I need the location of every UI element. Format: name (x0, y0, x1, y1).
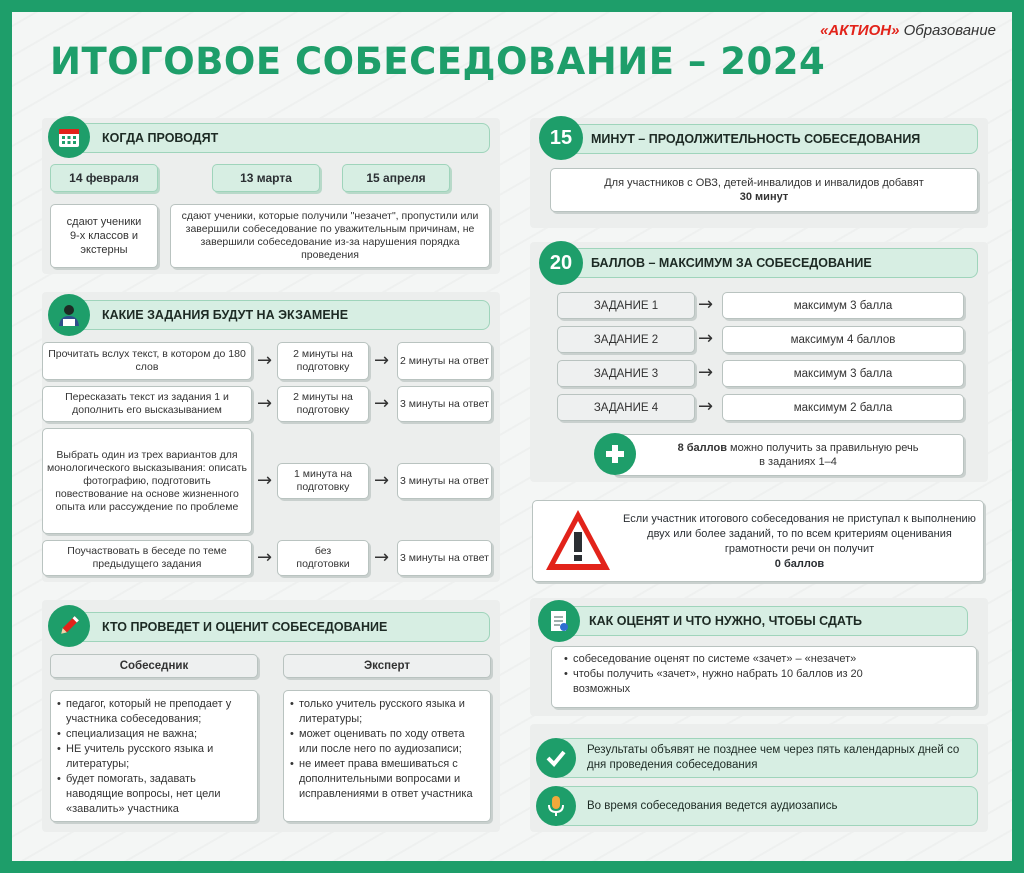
task-1-text: Прочитать вслух текст, в котором до 180 слов (42, 342, 252, 380)
page-title: ИТОГОВОЕ СОБЕСЕДОВАНИЕ – 2024 (50, 40, 826, 83)
warning-text: Если участник итогового собеседования не приступал к выполнению двух или более заданий, то по всем критериям оценивания грамотности речи он получит (623, 513, 976, 555)
list-item: • только учитель русского языка и литературы; (290, 697, 484, 727)
arrow-icon: → (257, 547, 273, 568)
duration-note: Для участников с ОВЗ, детей-инвалидов и инвалидов добавят (604, 177, 924, 189)
check-icon (536, 738, 576, 778)
evaluate-header: КАК ОЦЕНЯТ И ЧТО НУЖНО, ЧТОБЫ СДАТЬ (560, 606, 968, 636)
list-item: • специализация не важна; (57, 727, 251, 742)
brand-logo (820, 22, 996, 39)
warning-bold: 0 баллов (774, 558, 825, 570)
arrow-icon: → (257, 350, 273, 371)
tasks-header: КАКИЕ ЗАДАНИЯ БУДУТ НА ЭКЗАМЕНЕ (75, 300, 490, 330)
when-header: КОГДА ПРОВОДЯТ (75, 123, 490, 153)
arrow-icon: → (698, 396, 714, 417)
list-item: • НЕ учитель русского языка и литературы; (57, 742, 251, 772)
arrow-icon: → (257, 470, 273, 491)
arrow-icon: → (374, 470, 390, 491)
task-2-answer: 3 минуты на ответ (397, 386, 492, 422)
list-item: • может оценивать по ходу ответа или после него по аудиозаписи; (290, 727, 484, 757)
interlocutor-title: Собеседник (50, 654, 258, 678)
task-4-answer: 3 минуты на ответ (397, 540, 492, 576)
arrow-icon: → (374, 547, 390, 568)
task-4-text: Поучаствовать в беседе по теме предыдущего задания (42, 540, 252, 576)
calendar-icon (48, 116, 90, 158)
arrow-icon: → (257, 393, 273, 414)
arrow-icon: → (698, 294, 714, 315)
date-feb: 14 февраля (50, 164, 158, 192)
task-3-answer: 3 минуты на ответ (397, 463, 492, 499)
expert-box (283, 690, 491, 822)
task-2-text: Пересказать текст из задания 1 и дополнить его высказыванием (42, 386, 252, 422)
task-2-prep: 2 минуты на подготовку (277, 386, 369, 422)
evaluate-box (551, 646, 977, 708)
when-box-reserve: сдают ученики, которые получили "незачет", пропустили или завершили собеседование по уважительным причинам, не завершили собеседование из-за нарушения порядка проведения (170, 204, 490, 268)
arrow-icon: → (698, 362, 714, 383)
warning-text-block (622, 512, 977, 576)
bonus-box (612, 434, 964, 476)
score-task-2: ЗАДАНИЕ 2 (557, 326, 695, 353)
brand-part2: Образование (903, 22, 996, 39)
score-task-4: ЗАДАНИЕ 4 (557, 394, 695, 421)
brand-part1: «АКТИОН» (820, 22, 900, 39)
document-icon (538, 600, 580, 642)
score-max-4: максимум 2 балла (722, 394, 964, 421)
pencil-icon (48, 605, 90, 647)
task-1-prep: 2 минуты на подготовку (277, 342, 369, 380)
results-text: Результаты объявят не позднее чем через пять календарных дней со дня проведения собеседования (556, 738, 978, 778)
date-mar: 13 марта (212, 164, 320, 192)
when-box-main: сдают ученики 9-х классов и экстерны (50, 204, 158, 268)
arrow-icon: → (374, 393, 390, 414)
score-number: 20 (539, 241, 583, 285)
student-icon (48, 294, 90, 336)
list-item: • не имеет права вмешиваться с дополнительными вопросами и исправлениями в ответ участника (290, 757, 484, 802)
duration-header: МИНУТ – ПРОДОЛЖИТЕЛЬНОСТЬ СОБЕСЕДОВАНИЯ (562, 124, 978, 154)
audio-text: Во время собеседования ведется аудиозапись (556, 786, 978, 826)
list-item: • педагог, который не преподает у участника собеседования; (57, 697, 251, 727)
task-3-prep: 1 минута на подготовку (277, 463, 369, 499)
bonus-line2: в заданиях 1–4 (759, 456, 837, 468)
bonus-bold: 8 баллов (677, 442, 727, 454)
arrow-icon: → (698, 328, 714, 349)
interlocutor-box (50, 690, 258, 822)
task-3-text: Выбрать один из трех вариантов для монологического высказывания: описать фотографию, подготовить повествование на основе жизненного опыта или рассуждение по проблеме (42, 428, 252, 534)
bonus-text: можно получить за правильную речь (730, 442, 919, 454)
task-4-prep: без подготовки (277, 540, 369, 576)
duration-number: 15 (539, 116, 583, 160)
score-task-1: ЗАДАНИЕ 1 (557, 292, 695, 319)
score-max-3: максимум 3 балла (722, 360, 964, 387)
duration-note-bold: 30 минут (739, 191, 789, 203)
task-1-answer: 2 минуты на ответ (397, 342, 492, 380)
date-apr: 15 апреля (342, 164, 450, 192)
list-item: • будет помогать, задавать наводящие вопросы, нет цели «завалить» участника (57, 772, 251, 817)
score-max-1: максимум 3 балла (722, 292, 964, 319)
arrow-icon: → (374, 350, 390, 371)
list-item: • чтобы получить «зачет», нужно набрать 10 баллов из 20 возможных (564, 667, 864, 697)
score-max-2: максимум 4 баллов (722, 326, 964, 353)
score-task-3: ЗАДАНИЕ 3 (557, 360, 695, 387)
microphone-icon (536, 786, 576, 826)
who-header: КТО ПРОВЕДЕТ И ОЦЕНИТ СОБЕСЕДОВАНИЕ (75, 612, 490, 642)
plus-icon (594, 433, 636, 475)
duration-note-box (550, 168, 978, 212)
warning-icon (543, 507, 613, 573)
score-header: БАЛЛОВ – МАКСИМУМ ЗА СОБЕСЕДОВАНИЕ (562, 248, 978, 278)
list-item: • собеседование оценят по системе «зачет» – «незачет» (564, 652, 864, 667)
expert-title: Эксперт (283, 654, 491, 678)
